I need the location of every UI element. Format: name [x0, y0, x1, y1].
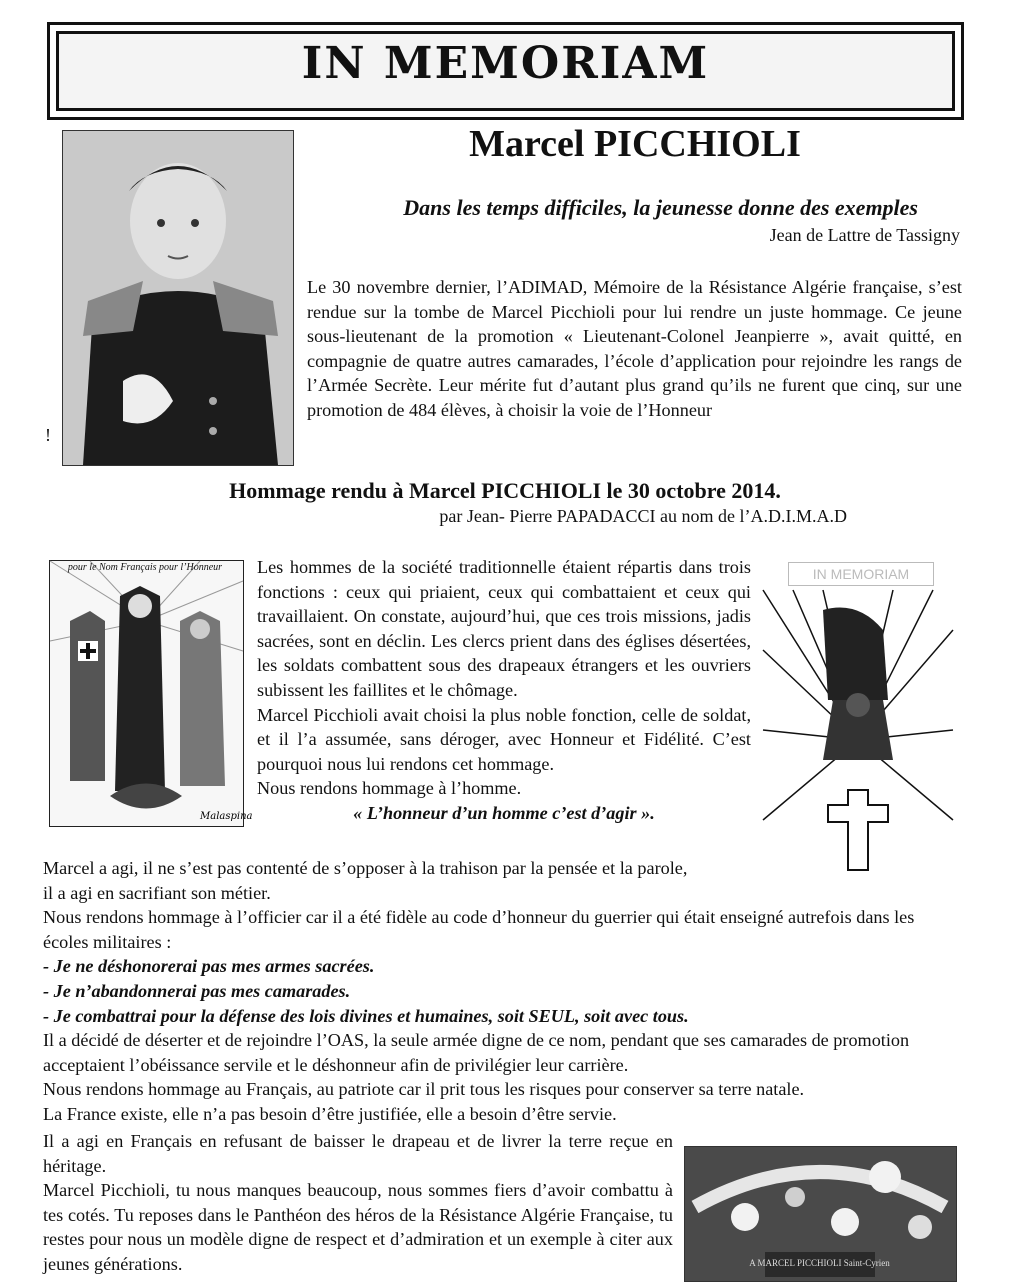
- stray-mark: !: [45, 425, 51, 445]
- person-name: Marcel PICCHIOLI: [469, 123, 801, 165]
- epigraph-author: Jean de Lattre de Tassigny: [769, 225, 960, 245]
- paragraph-1: Les hommes de la société traditionnelle étaient répartis dans trois fonctions : ceux qui priaient, ceux qui combattaient et ceux qui travaillaient. On constate, aujourd’hui, que ces trois missions, jadis sacrées, sont en déclin. Les clercs prient dans des églises désertées, les soldats combattent sous des drapeaux étrangers et les ouvriers subissent les faillites et le chômage.: [257, 557, 751, 700]
- poster-signature: Malaspina: [200, 811, 253, 822]
- section-byline: par Jean- Pierre PAPADACCI au nom de l’A.D.I.M.A.D: [439, 506, 847, 526]
- paragraph-3: Nous rendons hommage à l’homme.: [257, 778, 522, 799]
- honour-quote: « L’honneur d’un homme c’est d’agir ».: [353, 802, 655, 823]
- body-bottom: [43, 1129, 673, 1277]
- epigraph-quote: Dans les temps difficiles, la jeunesse donne des exemples: [403, 195, 918, 220]
- section-title: Hommage rendu à Marcel PICCHIOLI le 30 octobre 2014.: [229, 478, 781, 503]
- banner-title: IN MEMORIAM: [301, 38, 710, 89]
- oath-1: - Je ne déshonorerai pas mes armes sacrées.: [43, 956, 375, 977]
- wreath-ribbon-text: A MARCEL PICCHIOLI Saint-Cyrien: [749, 1258, 890, 1268]
- paragraph-6: Il a décidé de déserter et de rejoindre l’OAS, la seule armée digne de ce nom, pendant que ses camarades de promotion acceptaient l’obéissance servile et le déshonneur afin de privilégier leur carrière.: [43, 1030, 910, 1075]
- paragraph-5: Nous rendons hommage à l’officier car il a été fidèle au code d’honneur du guerrier qui était enseigné autrefois dans les écoles militaires :: [43, 907, 915, 952]
- paragraph-2: Marcel Picchioli avait choisi la plus noble fonction, celle de soldat, et il l’a assumée, sans déroger, avec Honneur et Fidélité. C’est pourquoi nous lui rendons cet hommage.: [257, 704, 751, 774]
- oath-2: - Je n’abandonnerai pas mes camarades.: [43, 980, 351, 1001]
- oath-3: - Je combattrai pour la défense des lois divines et humaines, soit SEUL, soit avec tous.: [43, 1005, 689, 1026]
- portrait-photo: [62, 130, 294, 466]
- paragraph-4a: Marcel a agi, il ne s’est pas contenté de s’opposer à la trahison par la pensée et la parole,: [43, 858, 688, 878]
- body-full: [43, 856, 958, 1127]
- sketch-label: IN MEMORIAM: [788, 562, 934, 586]
- body-column: [257, 555, 751, 826]
- sketch-illustration: [763, 590, 953, 885]
- paragraph-10: Marcel Picchioli, tu nous manques beaucoup, nous sommes fiers d’avoir combattu à tes cotés. Tu reposes dans le Panthéon des héros de la Résistance Algérie Française, tu restes pour nous un modèle digne de respect et d’admiration et un exemple à citer aux jeunes générations.: [43, 1180, 673, 1274]
- paragraph-4b: il a agi en sacrifiant son métier.: [43, 882, 271, 903]
- intro-paragraph: Le 30 novembre dernier, l’ADIMAD, Mémoire de la Résistance Algérie française, s’est rendue sur la tombe de Marcel Picchioli pour lui rendre un juste hommage. Ce jeune sous-lieutenant de la promotion « Lieutenant-Colonel Jeanpierre », avait quitté, en compagnie de quatre autres camarades, l’école d’application pour rejoindre les rangs de l’Armée Secrète. Leur mérite fut d’autant plus grand qu’ils ne furent que cinq, sur une promotion de 484 élèves, à choisir la voie de l’Honneur: [307, 277, 962, 420]
- paragraph-7: Nous rendons hommage au Français, au patriote car il prit tous les risques pour conserver sa terre natale.: [43, 1079, 805, 1100]
- paragraph-8: La France existe, elle n’a pas besoin d’être justifiée, elle a besoin d’être servie.: [43, 1103, 617, 1124]
- paragraph-9: Il a agi en Français en refusant de baisser le drapeau et de livrer la terre reçue en héritage.: [43, 1131, 673, 1176]
- poster-caption: pour le Nom Français pour l’Honneur: [67, 562, 223, 573]
- poster-illustration: [49, 560, 253, 827]
